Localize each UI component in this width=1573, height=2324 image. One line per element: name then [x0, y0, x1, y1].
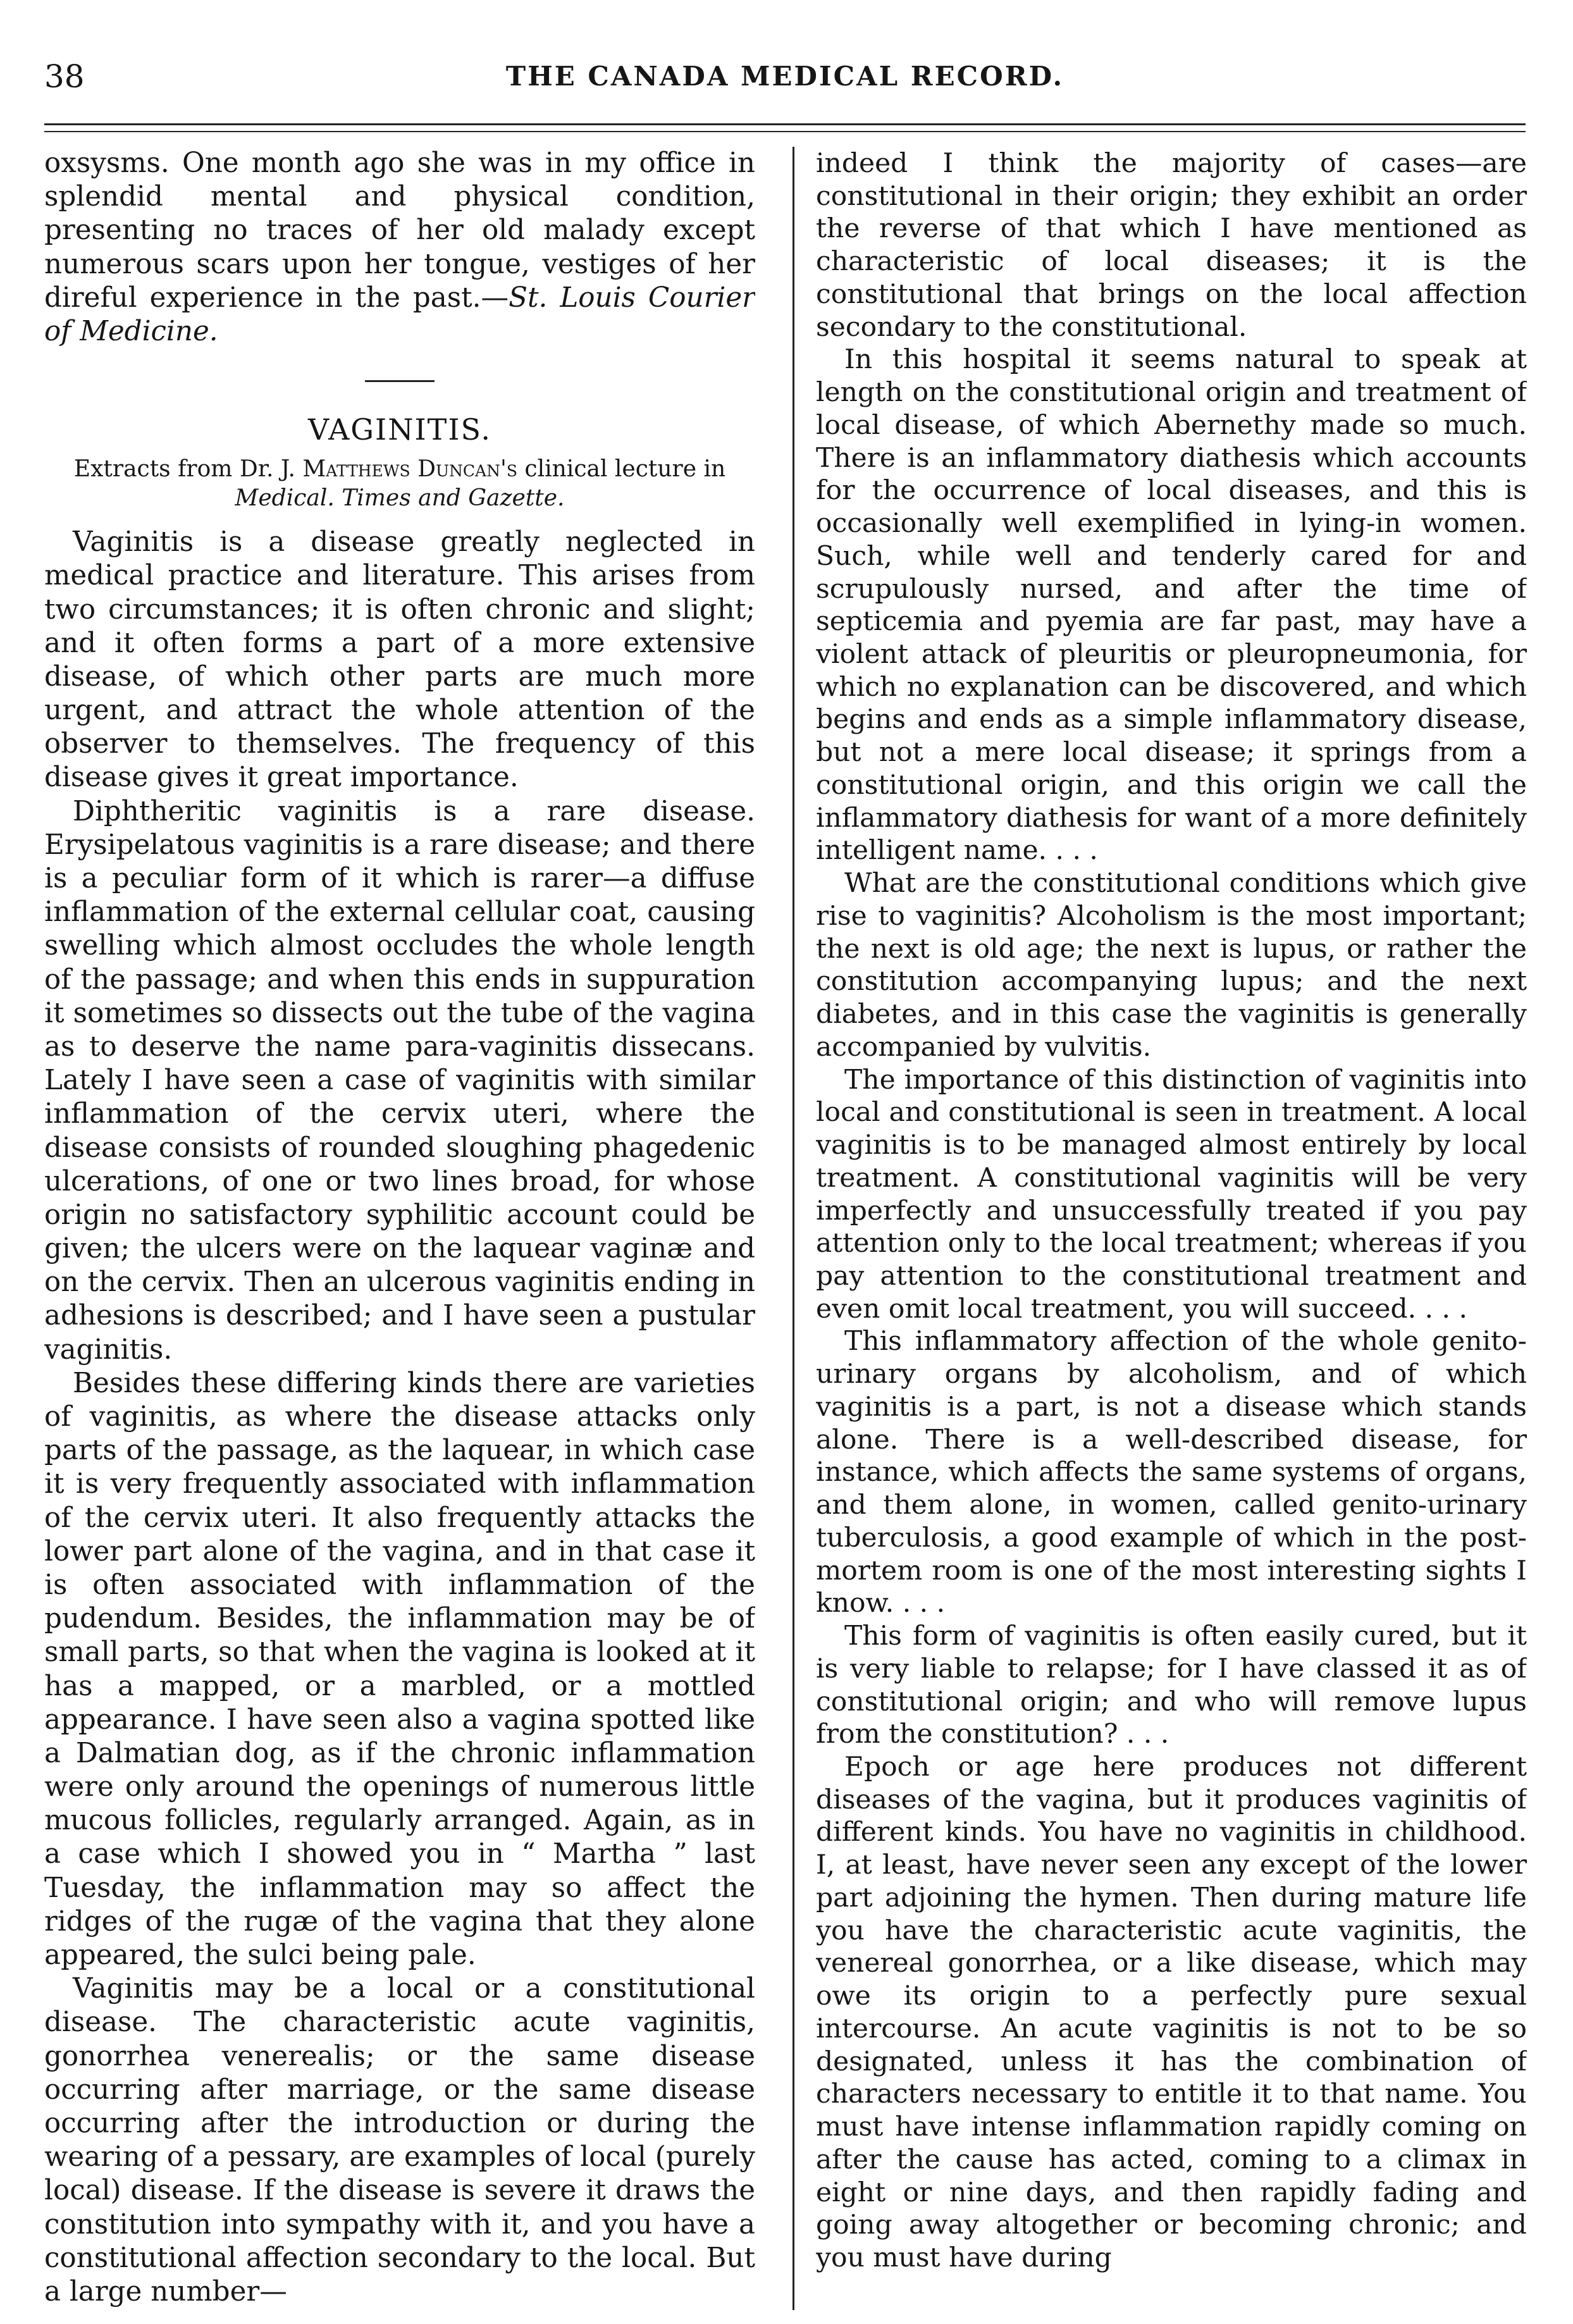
body-paragraph: Vaginitis is a disease greatly neglected in medical practice and literature. This arises from two circumstances; it is often chronic and slight; and it often forms a part of a more extensive disease, of which other parts are much more urgent, and attract the whole attention of the observer to themselves. The frequency of this disease gives it great importance. — [44, 526, 755, 794]
header-rule-double — [44, 131, 1526, 132]
source-citation: St. Louis Courier of Medicine. — [44, 281, 755, 347]
body-paragraph: indeed I think the majority of cases—are constitutional in their origin; they exhibit an order the reverse of that which I have mentioned as characteristic of local diseases; it is the constitutional that brings on the local affection secondary to the constitutional. — [816, 147, 1527, 342]
article-title: VAGINITIS. — [307, 412, 491, 447]
byline-source: Medical. Times and Gazette. — [235, 485, 565, 512]
body-paragraph: In this hospital it seems natural to speak at length on the constitutional origin and treatment of local disease, of which Abernethy made so much. There is an inflammatory diathesis which accounts for the occurrence of local diseases, and this is occasionally well exemplified in lying-in women. Such, while well and tenderly cared for and scrupulously nursed, and after the time of septicemia and pyemia are far past, may have a violent attack of pleuritis or pleuropneumonia, for which no explanation can be discovered, and which begins and ends as a simple inflammatory disease, but not a mere local disease; it springs from a constitutional origin, and this origin we call the inflammatory diathesis for want of a more definitely intelligent name. . . . — [816, 343, 1527, 866]
body-paragraph: Vaginitis may be a local or a constitutional disease. The characteristic acute vaginitis, gonorrhea venerealis; or the same disease occurring after marriage, or the same disease occurring after the introduction or during the wearing of a pessary, are examples of local (purely local) disease. If the disease is severe it draws the constitution into sympathy with it, and you have a constitutional affection secondary to the local. But a large number— — [44, 1973, 755, 2308]
body-paragraph: This form of vaginitis is often easily cured, but it is very liable to relapse; for I have classed it as of constitutional origin; and who will remove lupus from the constitution? . . . — [816, 1620, 1527, 1750]
article-byline — [44, 455, 755, 513]
page-number: 38 — [44, 58, 85, 95]
byline-text-2: clinical lecture in — [517, 456, 726, 483]
column-divider — [793, 147, 794, 2310]
left-column — [44, 147, 755, 2310]
right-column — [816, 147, 1527, 2310]
page-header — [44, 54, 1526, 99]
byline-author: Matthews Duncan's — [302, 456, 517, 483]
continued-paragraph — [44, 147, 755, 349]
body-paragraph: Diphtheritic vaginitis is a rare disease. Erysipelatous vaginitis is a rare disease; and there is a peculiar form of it which is rarer—a diffuse inflammation of the external cellular coat, causing swelling which almost occludes the whole length of the passage; and when this ends in suppuration it sometimes so dissects out the tube of the vagina as to deserve the name para-vaginitis dissecans. Lately I have seen a case of vaginitis with similar inflammation of the cervix uteri, where the disease consists of rounded sloughing phagedenic ulcerations, of one or two lines broad, for whose origin no satisfactory syphilitic account could be given; the ulcers were on the laquear vaginæ and on the cervix. Then an ulcerous vaginitis ending in adhesions is described; and I have seen a pustular vaginitis. — [44, 795, 755, 1366]
body-paragraph: The importance of this distinction of vaginitis into local and constitutional is seen in treatment. A local vaginitis is to be managed almost entirely by local treatment. A constitutional vaginitis will be very imperfectly and unsuccessfully treated if you pay attention only to the local treatment; whereas if you pay attention to the constitutional treatment and even omit local treatment, you will succeed. . . . — [816, 1063, 1527, 1324]
body-paragraph: Besides these differing kinds there are varieties of vaginitis, as where the disease attacks only parts of the passage, as the laquear, in which case it is very frequently associated with inflammation of the cervix uteri. It also frequently attacks the lower part alone of the vagina, and in that case it is often associated with inflammation of the pudendum. Besides, the inflammation may be of small parts, so that when the vagina is looked at it has a mapped, or a marbled, or a mottled appearance. I have seen also a vagina spotted like a Dalmatian dog, as if the chronic inflammation were only around the openings of numerous little mucous follicles, regularly arranged. Again, as in a case which I showed you in “ Martha ” last Tuesday, the inflammation may so affect the ridges of the rugæ of the vagina that they alone appeared, the sulci being pale. — [44, 1367, 755, 1971]
body-paragraph: This inflammatory affection of the whole genito-urinary organs by alcoholism, and of which vaginitis is a part, is not a disease which stands alone. There is a well-described disease, for instance, which affects the same systems of organs, and them alone, in women, called genito-urinary tuberculosis, a good example of which in the post-mortem room is one of the most interesting sights I know. . . . — [816, 1325, 1527, 1619]
section-divider — [365, 380, 435, 382]
byline-text: Extracts from Dr. J. — [73, 456, 303, 483]
body-paragraph: What are the constitutional conditions which give rise to vaginitis? Alcoholism is the most important; the next is old age; the next is lupus, or rather the constitution accompanying lupus; and the next diabetes, and in this case the vaginitis is generally accompanied by vulvitis. — [816, 867, 1527, 1062]
body-paragraph: Epoch or age here produces not different diseases of the vagina, but it produces vaginitis of different kinds. You have no vaginitis in childhood. I, at least, have never seen any except of the lower part adjoining the hymen. Then during mature life you have the characteristic acute vaginitis, the venereal gonorrhea, or a like disease, which may owe its origin to a perfectly pure sexual intercourse. An acute vaginitis is not to be so designated, unless it has the combination of characters necessary to entitle it to that name. You must have intense inflammation rapidly coming on after the cause has acted, coming to a climax in eight or nine days, and then rapidly fading and going away altogether or becoming chronic; and you must have during — [816, 1750, 1527, 2273]
header-rule — [44, 123, 1526, 125]
running-title: THE CANADA MEDICAL RECORD. — [505, 61, 1064, 92]
paragraph-text: oxsysms. One month ago she was in my office in splendid mental and physical condition, presenting no traces of her old malady except numerous scars upon her tongue, vestiges of her direful experience in the past.— — [44, 147, 755, 314]
